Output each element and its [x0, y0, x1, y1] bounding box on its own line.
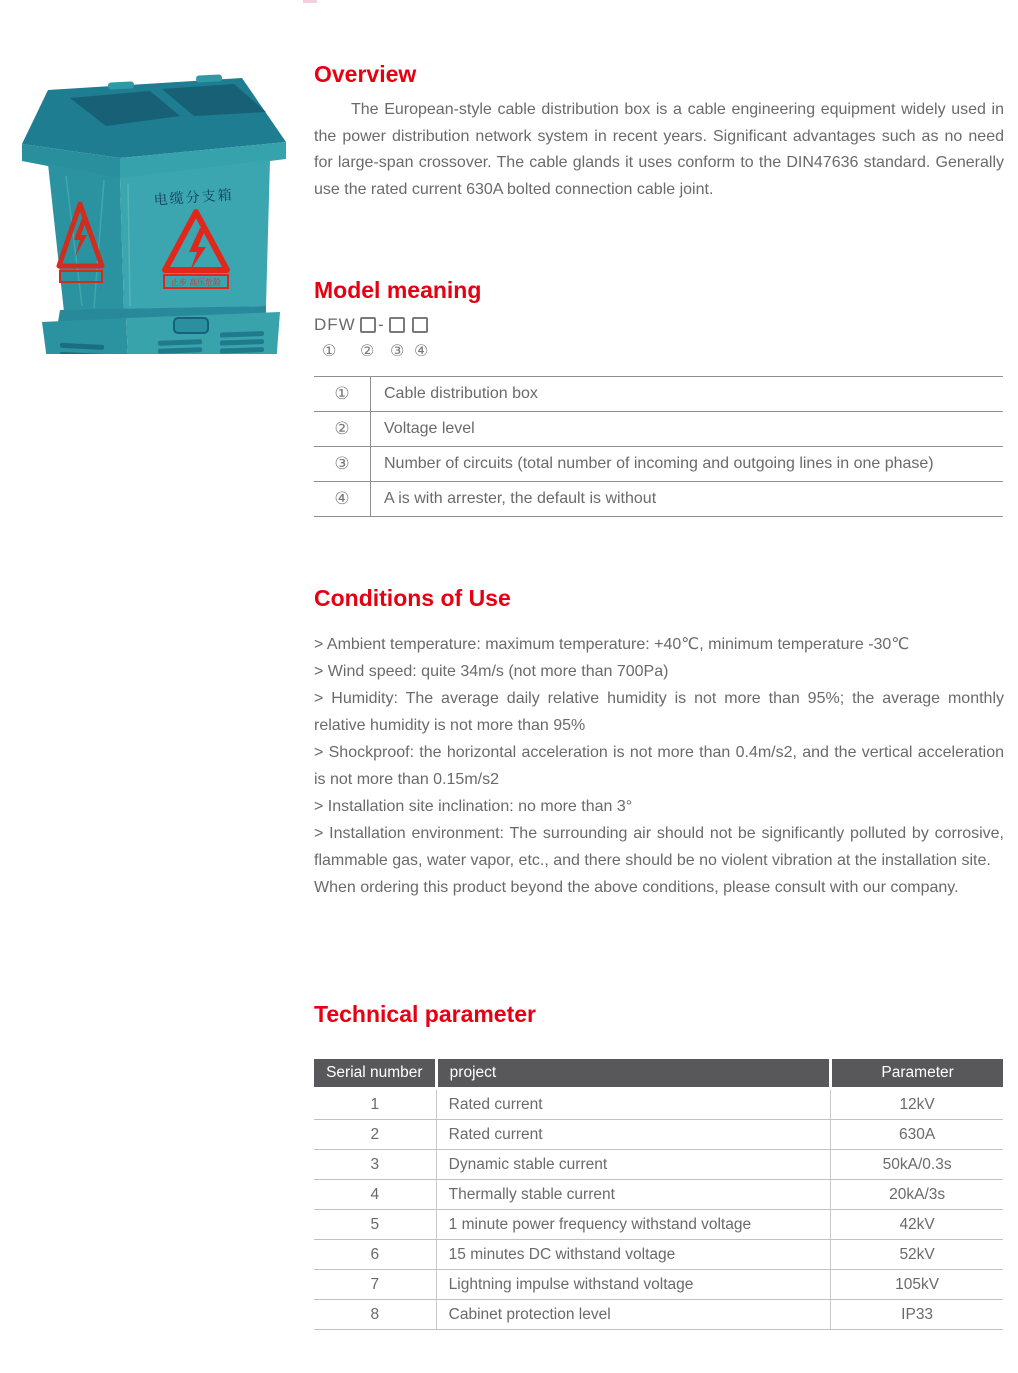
cell-parameter: 630A — [831, 1120, 1003, 1150]
conditions-list — [314, 631, 1004, 901]
cell-parameter: 42kV — [831, 1210, 1003, 1240]
technical-parameter-heading: Technical parameter — [314, 1001, 537, 1027]
table-header-row — [314, 1059, 1003, 1089]
cell-project: Lightning impulse withstand voltage — [436, 1270, 831, 1300]
overview-heading: Overview — [314, 61, 417, 87]
table-row — [314, 1180, 1003, 1210]
marker-4: ④ — [414, 343, 429, 360]
cell-parameter: IP33 — [831, 1300, 1003, 1330]
table-row — [314, 447, 1003, 482]
table-row — [314, 377, 1003, 412]
table-row — [314, 1210, 1003, 1240]
model-row-desc: A is with arrester, the default is without — [371, 482, 1004, 517]
model-marker-row — [314, 341, 514, 361]
condition-item: > Humidity: The average daily relative humidity is not more than 95%; the average monthly relative humidity is not more than 95% — [314, 690, 1004, 734]
conditions-heading: Conditions of Use — [314, 585, 511, 611]
column-header-serial: Serial number — [314, 1059, 436, 1089]
model-row-marker: ④ — [314, 482, 371, 517]
cell-project: Rated current — [436, 1089, 831, 1120]
technical-parameter-table — [314, 1059, 1003, 1330]
table-row — [314, 1120, 1003, 1150]
condition-item: > Ambient temperature: maximum temperature: +40℃, minimum temperature -30℃ — [314, 636, 910, 653]
condition-item: > Installation site inclination: no more than 3° — [314, 798, 633, 815]
model-code-dash: - — [378, 315, 385, 334]
model-placeholder-box-2 — [389, 317, 405, 333]
cell-serial: 4 — [314, 1180, 436, 1210]
table-row — [314, 1240, 1003, 1270]
marker-1: ① — [322, 343, 337, 360]
product-photo-cable-distribution-box — [8, 58, 300, 354]
table-row — [314, 1270, 1003, 1300]
cell-parameter: 105kV — [831, 1270, 1003, 1300]
cell-project: Rated current — [436, 1120, 831, 1150]
model-placeholder-box-3 — [412, 317, 428, 333]
model-row-marker: ③ — [314, 447, 371, 482]
cell-parameter: 12kV — [831, 1089, 1003, 1120]
model-placeholder-box-1 — [360, 317, 376, 333]
cell-project: 15 minutes DC withstand voltage — [436, 1240, 831, 1270]
condition-item: When ordering this product beyond the above conditions, please consult with our company. — [314, 879, 959, 896]
condition-item: > Shockproof: the horizontal acceleration is not more than 0.4m/s2, and the vertical acceleration is not more than 0.15m/s2 — [314, 744, 1004, 788]
overview-paragraph: The European-style cable distribution box is a cable engineering equipment widely used in the power distribution network system in recent years. Significant advantages such as no need for large-span crossover. The cable glands it uses conform to the DIN47636 standard. Generally use the rated current 630A bolted connection cable joint. — [314, 101, 1004, 198]
cell-project: Dynamic stable current — [436, 1150, 831, 1180]
model-row-desc: Number of circuits (total number of incoming and outgoing lines in one phase) — [371, 447, 1004, 482]
model-row-desc: Cable distribution box — [371, 377, 1004, 412]
cell-serial: 8 — [314, 1300, 436, 1330]
marker-3: ③ — [390, 343, 405, 360]
model-row-marker: ① — [314, 377, 371, 412]
cell-serial: 3 — [314, 1150, 436, 1180]
model-prefix: DFW — [314, 315, 356, 334]
cell-project: Thermally stable current — [436, 1180, 831, 1210]
condition-item: > Wind speed: quite 34m/s (not more than 700Pa) — [314, 663, 669, 680]
box-front-warning-label: 止步 高压危险 — [170, 278, 222, 287]
cell-project: Cabinet protection level — [436, 1300, 831, 1330]
cell-serial: 1 — [314, 1089, 436, 1120]
cell-serial: 5 — [314, 1210, 436, 1240]
table-row — [314, 1150, 1003, 1180]
cell-parameter: 50kA/0.3s — [831, 1150, 1003, 1180]
marker-2: ② — [360, 343, 375, 360]
page-top-artifact — [303, 0, 317, 3]
column-header-parameter: Parameter — [831, 1059, 1003, 1089]
model-meaning-heading: Model meaning — [314, 277, 482, 303]
table-row — [314, 482, 1003, 517]
model-meaning-table — [314, 376, 1003, 517]
condition-item: > Installation environment: The surrounding air should not be significantly polluted by corrosive, flammable gas, water vapor, etc., and there should be no violent vibration at the installation site. — [314, 825, 1004, 869]
table-row — [314, 412, 1003, 447]
cell-project: 1 minute power frequency withstand voltage — [436, 1210, 831, 1240]
cell-parameter: 20kA/3s — [831, 1180, 1003, 1210]
cell-serial: 7 — [314, 1270, 436, 1300]
table-row — [314, 1089, 1003, 1120]
cell-parameter: 52kV — [831, 1240, 1003, 1270]
model-row-desc: Voltage level — [371, 412, 1004, 447]
model-code-row — [314, 315, 514, 337]
cell-serial: 6 — [314, 1240, 436, 1270]
model-row-marker: ② — [314, 412, 371, 447]
table-row — [314, 1300, 1003, 1330]
cell-serial: 2 — [314, 1120, 436, 1150]
column-header-project: project — [436, 1059, 831, 1089]
cable-box-illustration — [8, 58, 300, 354]
box-front-label: 电缆分支箱 — [153, 186, 235, 208]
